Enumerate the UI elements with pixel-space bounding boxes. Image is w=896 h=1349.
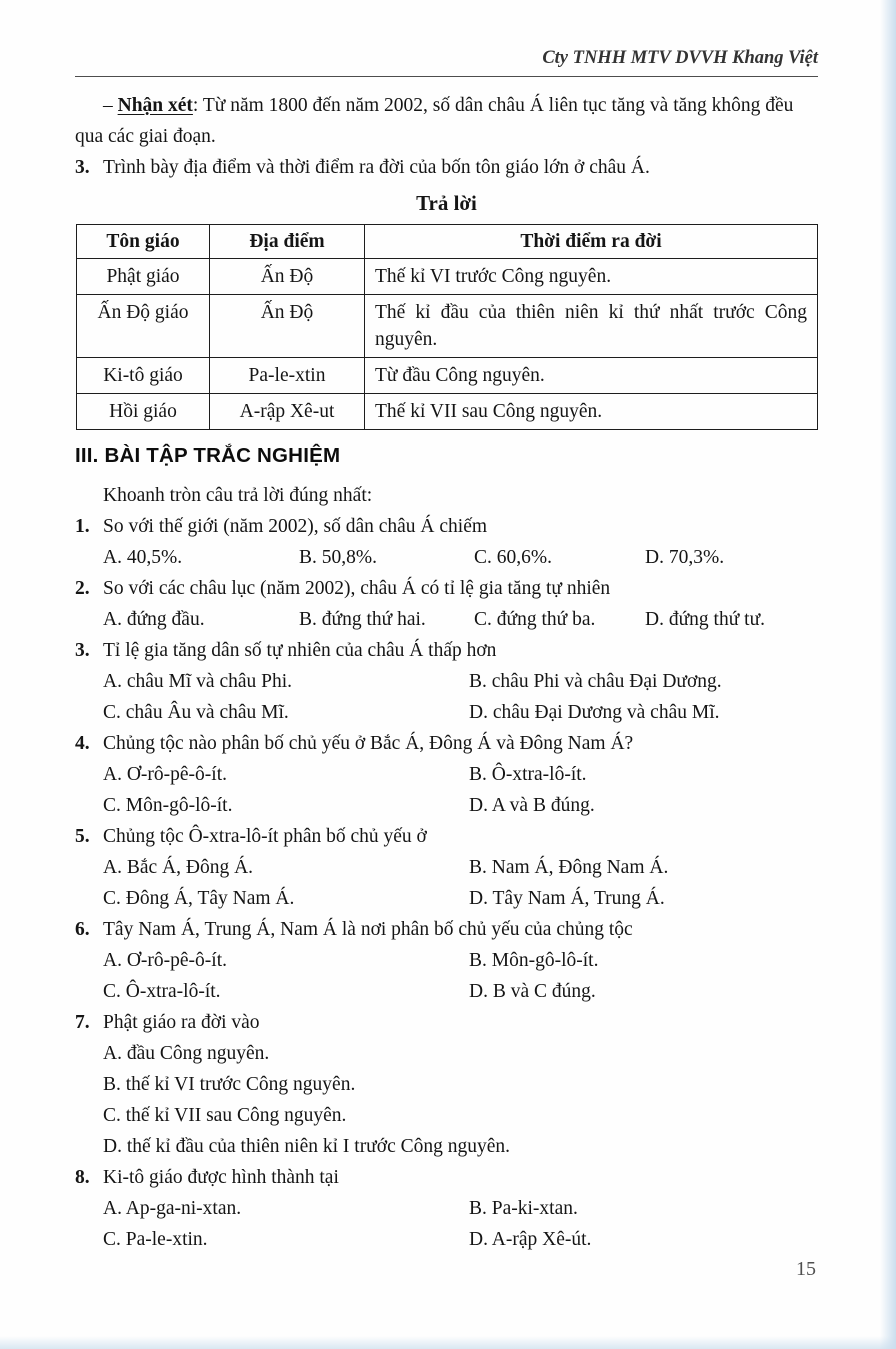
option-text: đầu Công nguyên. xyxy=(126,1043,270,1064)
column-header-religion: Tôn giáo xyxy=(77,225,210,259)
remark-dash: – xyxy=(103,95,113,116)
question-number: 5. xyxy=(75,826,90,847)
option-C xyxy=(103,1100,818,1131)
option-label: C. xyxy=(103,888,121,909)
remark-label: Nhận xét xyxy=(117,95,193,116)
option-A xyxy=(103,759,469,790)
option-label: B. xyxy=(469,857,487,878)
option-text: B và C đúng. xyxy=(492,981,596,1002)
option-label: D. xyxy=(645,609,664,630)
question-8 xyxy=(75,1162,818,1255)
option-text: châu Phi và châu Đại Dương. xyxy=(491,671,722,692)
option-text: châu Âu và châu Mĩ. xyxy=(125,702,289,723)
question-2 xyxy=(75,573,818,635)
option-B xyxy=(469,666,818,697)
question-text: So với các châu lục (năm 2002), châu Á có tỉ lệ gia tăng tự nhiên xyxy=(103,578,611,599)
option-label: C. xyxy=(103,702,121,723)
option-D xyxy=(469,1224,818,1255)
remark-text: : Từ năm 1800 đến năm 2002, số dân châu Á liên tục tăng và tăng không đều qua các giai đoạn. xyxy=(75,95,794,147)
option-D xyxy=(469,883,818,914)
question-number: 4. xyxy=(75,733,90,754)
option-D xyxy=(469,976,818,1007)
option-A xyxy=(103,542,299,573)
option-label: D. xyxy=(469,1229,488,1250)
option-text: 70,3%. xyxy=(668,547,725,568)
time-cell: Thế kỉ đầu của thiên niên kỉ thứ nhất trước Công nguyên. xyxy=(365,295,818,358)
religion-table-row xyxy=(77,358,818,394)
answer-title: Trả lời xyxy=(416,191,477,215)
option-label: C. xyxy=(103,981,121,1002)
option-C xyxy=(103,697,469,728)
question-text: Chủng tộc nào phân bố chủ yếu ở Bắc Á, Đông Á và Đông Nam Á? xyxy=(103,733,634,754)
religion-table-header-row xyxy=(77,225,818,259)
question-line xyxy=(75,728,818,759)
option-text: 40,5%. xyxy=(126,547,183,568)
place-cell: Ấn Độ xyxy=(210,259,365,295)
option-label: D. xyxy=(469,795,488,816)
option-label: A. xyxy=(103,950,122,971)
option-text: đứng thứ ba. xyxy=(496,609,596,630)
option-label: A. xyxy=(103,857,122,878)
option-text: A và B đúng. xyxy=(491,795,595,816)
option-text: Ơ-rô-pê-ô-ít. xyxy=(126,950,228,971)
question-number: 2. xyxy=(75,578,90,599)
option-label: D. xyxy=(645,547,664,568)
option-label: A. xyxy=(103,764,122,785)
option-A xyxy=(103,666,469,697)
religion-name-cell: Ấn Độ giáo xyxy=(77,295,210,358)
option-text: đứng thứ hai. xyxy=(321,609,426,630)
question-1 xyxy=(75,511,818,573)
religion-name-cell: Ki-tô giáo xyxy=(77,358,210,394)
option-text: Môn-gô-lô-ít. xyxy=(491,950,599,971)
options xyxy=(103,759,818,821)
question-number: 6. xyxy=(75,919,90,940)
place-cell: Pa-le-xtin xyxy=(210,358,365,394)
company-name: Cty TNHH MTV DVVH Khang Việt xyxy=(542,48,818,68)
place-cell: A-rập Xê-ut xyxy=(210,394,365,430)
question-6 xyxy=(75,914,818,1007)
option-C xyxy=(474,542,645,573)
remark-paragraph xyxy=(75,90,818,152)
option-B xyxy=(469,945,818,976)
option-label: B. xyxy=(103,1074,121,1095)
column-header-place: Địa điểm xyxy=(210,225,365,259)
option-text: đứng thứ tư. xyxy=(668,609,766,630)
option-label: C. xyxy=(103,1229,121,1250)
religion-name-cell: Phật giáo xyxy=(77,259,210,295)
time-cell: Thế kỉ VII sau Công nguyên. xyxy=(365,394,818,430)
option-text: thế kỉ VII sau Công nguyên. xyxy=(125,1105,347,1126)
question-line xyxy=(75,914,818,945)
option-text: châu Mĩ và châu Phi. xyxy=(126,671,293,692)
task-3-number: 3. xyxy=(75,157,90,178)
options xyxy=(103,542,818,573)
option-label: A. xyxy=(103,671,122,692)
place-cell: Ấn Độ xyxy=(210,295,365,358)
option-text: 50,8%. xyxy=(321,547,378,568)
question-line xyxy=(75,821,818,852)
option-label: B. xyxy=(469,671,487,692)
option-text: Nam Á, Đông Nam Á. xyxy=(491,857,669,878)
option-label: A. xyxy=(103,1043,122,1064)
question-text: Chủng tộc Ô-xtra-lô-ít phân bố chủ yếu ở xyxy=(103,826,427,847)
option-label: D. xyxy=(103,1136,122,1157)
instruction-text: Khoanh tròn câu trả lời đúng nhất: xyxy=(103,485,373,506)
time-cell: Từ đầu Công nguyên. xyxy=(365,358,818,394)
question-text: Tỉ lệ gia tăng dân số tự nhiên của châu Á thấp hơn xyxy=(103,640,497,661)
option-C xyxy=(103,1224,469,1255)
option-label: C. xyxy=(474,547,492,568)
option-text: Pa-ki-xtan. xyxy=(491,1198,578,1219)
option-label: B. xyxy=(469,1198,487,1219)
option-D xyxy=(469,790,818,821)
option-A xyxy=(103,1193,469,1224)
option-A xyxy=(103,852,469,883)
header-divider xyxy=(75,76,818,77)
question-number: 1. xyxy=(75,516,90,537)
option-B xyxy=(469,759,818,790)
religion-table xyxy=(76,224,818,430)
column-header-time: Thời điểm ra đời xyxy=(365,225,818,259)
option-D xyxy=(103,1131,818,1162)
questions-list xyxy=(75,511,818,1255)
religion-table-row xyxy=(77,394,818,430)
option-A xyxy=(103,945,469,976)
option-text: thế kỉ VI trước Công nguyên. xyxy=(125,1074,356,1095)
task-3-text: Trình bày địa điểm và thời điểm ra đời của bốn tôn giáo lớn ở châu Á. xyxy=(103,157,650,178)
option-label: D. xyxy=(469,888,488,909)
question-number: 8. xyxy=(75,1167,90,1188)
option-text: Tây Nam Á, Trung Á. xyxy=(492,888,665,909)
time-cell: Thế kỉ VI trước Công nguyên. xyxy=(365,259,818,295)
religion-table-row xyxy=(77,259,818,295)
option-text: Ô-xtra-lô-ít. xyxy=(125,981,221,1002)
options xyxy=(103,1193,818,1255)
question-text: Tây Nam Á, Trung Á, Nam Á là nơi phân bố chủ yếu của chủng tộc xyxy=(103,919,633,940)
option-label: B. xyxy=(299,609,317,630)
option-text: Pa-le-xtin. xyxy=(125,1229,208,1250)
question-number: 7. xyxy=(75,1012,90,1033)
question-line xyxy=(75,1162,818,1193)
option-C xyxy=(103,976,469,1007)
option-label: B. xyxy=(469,764,487,785)
option-label: A. xyxy=(103,609,122,630)
section-title: III. BÀI TẬP TRẮC NGHIỆM xyxy=(75,444,341,467)
option-label: C. xyxy=(103,795,121,816)
option-B xyxy=(299,542,474,573)
option-label: C. xyxy=(474,609,492,630)
question-text: So với thế giới (năm 2002), số dân châu Á chiếm xyxy=(103,516,488,537)
options xyxy=(103,852,818,914)
page-number: 15 xyxy=(796,1258,816,1280)
option-C xyxy=(103,790,469,821)
religion-table-row xyxy=(77,295,818,358)
options xyxy=(103,1038,818,1162)
option-text: Bắc Á, Đông Á. xyxy=(126,857,254,878)
question-3 xyxy=(75,635,818,728)
option-text: Môn-gô-lô-ít. xyxy=(125,795,233,816)
options xyxy=(103,666,818,728)
option-A xyxy=(103,1038,818,1069)
options xyxy=(103,945,818,1007)
option-C xyxy=(474,604,645,635)
question-line xyxy=(75,573,818,604)
question-7 xyxy=(75,1007,818,1162)
option-D xyxy=(645,542,818,573)
question-line xyxy=(75,511,818,542)
option-text: Đông Á, Tây Nam Á. xyxy=(125,888,295,909)
option-label: A. xyxy=(103,547,122,568)
question-text: Ki-tô giáo được hình thành tại xyxy=(103,1167,339,1188)
question-line xyxy=(75,635,818,666)
option-label: A. xyxy=(103,1198,122,1219)
question-5 xyxy=(75,821,818,914)
option-text: đứng đầu. xyxy=(126,609,205,630)
option-label: B. xyxy=(299,547,317,568)
option-text: 60,6%. xyxy=(496,547,553,568)
option-B xyxy=(469,1193,818,1224)
option-label: C. xyxy=(103,1105,121,1126)
option-B xyxy=(469,852,818,883)
option-text: Ơ-rô-pê-ô-ít. xyxy=(126,764,228,785)
option-B xyxy=(103,1069,818,1100)
question-text: Phật giáo ra đời vào xyxy=(103,1012,260,1033)
option-C xyxy=(103,883,469,914)
option-label: B. xyxy=(469,950,487,971)
task-3 xyxy=(75,152,818,183)
option-text: Ap-ga-ni-xtan. xyxy=(125,1198,242,1219)
options xyxy=(103,604,818,635)
question-number: 3. xyxy=(75,640,90,661)
page-header xyxy=(75,46,818,76)
option-D xyxy=(469,697,818,728)
option-text: Ô-xtra-lô-ít. xyxy=(491,764,587,785)
religion-name-cell: Hồi giáo xyxy=(77,394,210,430)
option-text: A-rập Xê-út. xyxy=(491,1229,592,1250)
option-text: châu Đại Dương và châu Mĩ. xyxy=(492,702,720,723)
religion-table-body xyxy=(77,259,818,430)
question-line xyxy=(75,1007,818,1038)
option-A xyxy=(103,604,299,635)
option-label: D. xyxy=(469,702,488,723)
option-D xyxy=(645,604,818,635)
question-4 xyxy=(75,728,818,821)
option-B xyxy=(299,604,474,635)
option-label: D. xyxy=(469,981,488,1002)
option-text: thế kỉ đầu của thiên niên kỉ I trước Công nguyên. xyxy=(126,1136,511,1157)
